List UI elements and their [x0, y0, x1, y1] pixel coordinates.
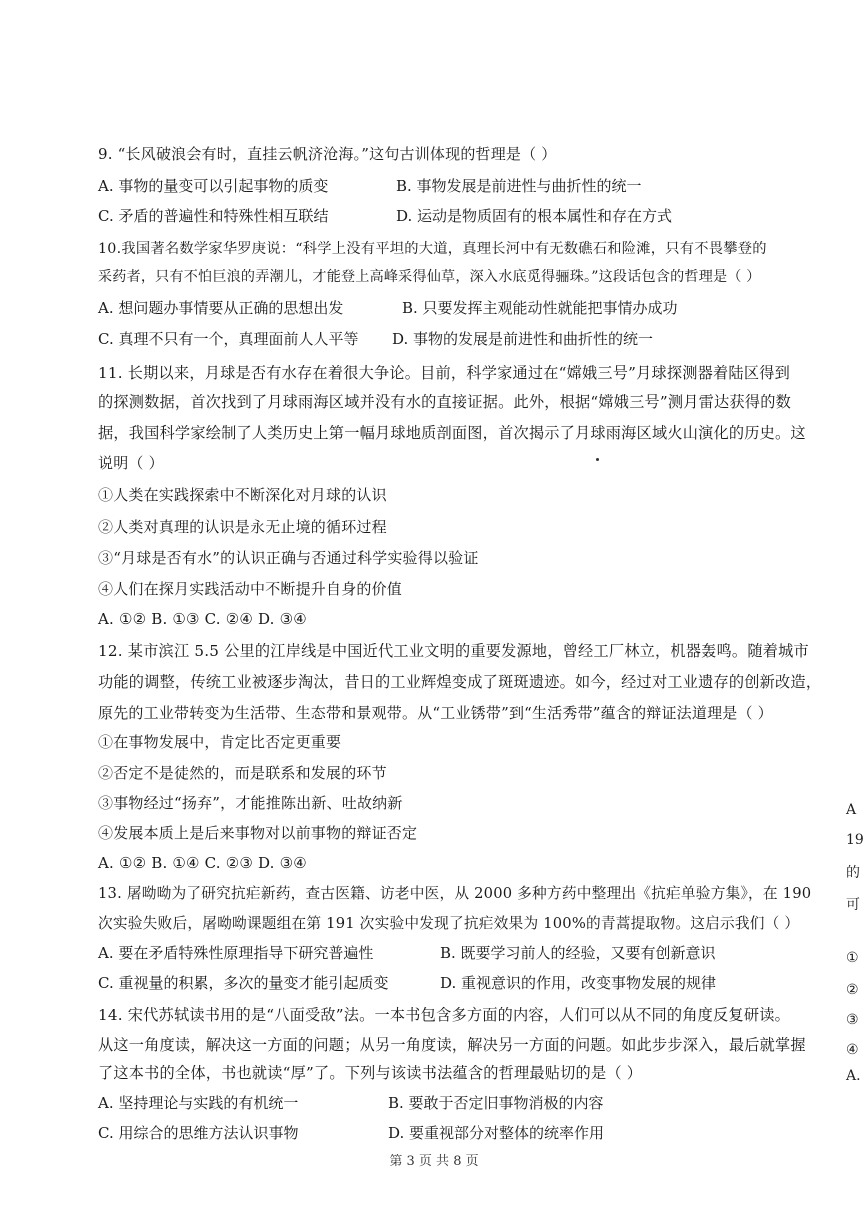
q11-statement-3: ③“月球是否有水”的认识正确与否通过科学实验得以验证: [98, 549, 479, 567]
q12-statement-1: ①在事物发展中，肯定比否定更重要: [98, 733, 342, 751]
q12-statement-3: ③事物经过“扬弃”，才能推陈出新、吐故纳新: [98, 794, 403, 812]
q11-statement-2: ②人类对真理的认识是永无止境的循环过程: [98, 518, 387, 536]
q13-option-c: C. 重视量的积累，多次的量变才能引起质变: [98, 974, 389, 992]
q10-option-c: C. 真理不只有一个，真理面前人人平等: [98, 330, 359, 348]
margin-mark: ②: [846, 982, 859, 998]
q14-option-a: A. 坚持理论与实践的有机统一: [98, 1094, 299, 1112]
q11-statement-4: ④人们在探月实践活动中不断提升自身的价值: [98, 580, 403, 598]
margin-mark: ③: [846, 1012, 859, 1028]
q11-stem-line4: 说明（ ）: [98, 454, 164, 472]
q10-stem-line1: 10.我国著名数学家华罗庚说：“科学上没有平坦的大道，真理长河中有无数礁石和险滩，只有不畏攀登的: [98, 241, 767, 257]
q10-option-b: B. 只要发挥主观能动性就能把事情办成功: [402, 299, 678, 317]
q11-stem-line3: 据，我国科学家绘制了人类历史上第一幅月球地质剖面图，首次揭示了月球雨海区域火山演化的历史。这: [98, 424, 806, 442]
q14-option-d: D. 要重视部分对整体的统率作用: [388, 1124, 605, 1142]
q12-statement-2: ②否定不是徒然的，而是联系和发展的环节: [98, 764, 387, 782]
q13-stem-line2: 次实验失败后，屠呦呦课题组在第 191 次实验中发现了抗疟效果为 100%的青蒿提取物。这启示我们（ ）: [98, 915, 800, 932]
q11-stem-line2: 的探测数据，首次找到了月球雨海区域并没有水的直接证据。此外，根据“嫦娥三号”测月雷达获得的数: [98, 393, 791, 411]
q13-option-b: B. 既要学习前人的经验，又要有创新意识: [440, 944, 716, 962]
margin-mark: A: [846, 802, 857, 818]
margin-mark: ④: [846, 1042, 859, 1058]
q11-statement-1: ①人类在实践探索中不断深化对月球的认识: [98, 486, 387, 504]
q14-option-c: C. 用综合的思维方法认识事物: [98, 1124, 299, 1142]
margin-mark: 19: [846, 832, 864, 848]
q14-option-b: B. 要敢于否定旧事物消极的内容: [388, 1094, 604, 1112]
q13-stem-line1: 13. 屠呦呦为了研究抗疟新药，查古医籍、访老中医，从 2000 多种方药中整理出《抗疟单验方集》，在 190: [98, 885, 812, 902]
q10-option-a: A. 想问题办事情要从正确的思想出发: [98, 299, 344, 317]
q11-options: A. ①② B. ①③ C. ②④ D. ③④: [98, 610, 307, 628]
q11-stem-line1: 11. 长期以来，月球是否有水存在着很大争论。目前，科学家通过在“嫦娥三号”月球探测器着陆区得到: [98, 364, 790, 382]
q12-options: A. ①② B. ①④ C. ②③ D. ③④: [98, 854, 307, 872]
q9-option-a: A. 事物的量变可以引起事物的质变: [98, 177, 329, 195]
q9-stem: 9. “长风破浪会有时，直挂云帆济沧海。”这句古训体现的哲理是（ ）: [98, 145, 557, 163]
q12-stem-line1: 12. 某市滨江 5.5 公里的江岸线是中国近代工业文明的重要发源地，曾经工厂林立，机器轰鸣。随着城市: [98, 642, 809, 660]
margin-mark: 的: [846, 865, 860, 881]
q10-stem-line2: 采药者，只有不怕巨浪的弄潮儿，才能登上高峰采得仙草，深入水底觅得骊珠。”这段话包含的哲理是（ ）: [98, 269, 761, 285]
page-number: 第 3 页 共 8 页: [389, 1154, 479, 1169]
q9-option-d: D. 运动是物质固有的根本属性和存在方式: [396, 207, 673, 225]
scan-speck: [596, 458, 599, 461]
q12-stem-line3: 原先的工业带转变为生活带、生态带和景观带。从“工业锈带”到“生活秀带”蕴含的辩证法道理是（ ）: [98, 704, 773, 722]
q12-statement-4: ④发展本质上是后来事物对以前事物的辩证否定: [98, 824, 418, 842]
margin-mark: 可: [846, 897, 860, 913]
q14-stem-line1: 14. 宋代苏轼读书用的是“八面受敌”法。一本书包含多方面的内容，人们可以从不同的角度反复研读。: [98, 1006, 790, 1024]
q14-stem-line2: 从这一角度读，解决这一方面的问题；从另一角度读，解决另一方面的问题。如此步步深入，最后就掌握: [98, 1036, 806, 1054]
margin-mark: A.: [846, 1068, 861, 1084]
q13-option-a: A. 要在矛盾特殊性原理指导下研究普遍性: [98, 944, 374, 962]
q12-stem-line2: 功能的调整，传统工业被逐步淘汰，昔日的工业辉煌变成了斑斑遗迹。如今，经过对工业遗存的创新改造，: [98, 673, 822, 691]
q14-stem-line3: 了这本书的全体，书也就读“厚”了。下列与该读书法蕴含的哲理最贴切的是（ ）: [98, 1064, 643, 1082]
q9-option-b: B. 事物发展是前进性与曲折性的统一: [396, 177, 642, 195]
q13-option-d: D. 重视意识的作用，改变事物发展的规律: [440, 974, 717, 992]
q10-option-d: D. 事物的发展是前进性和曲折性的统一: [392, 330, 654, 348]
margin-mark: ①: [846, 950, 859, 966]
q9-option-c: C. 矛盾的普遍性和特殊性相互联结: [98, 207, 329, 225]
